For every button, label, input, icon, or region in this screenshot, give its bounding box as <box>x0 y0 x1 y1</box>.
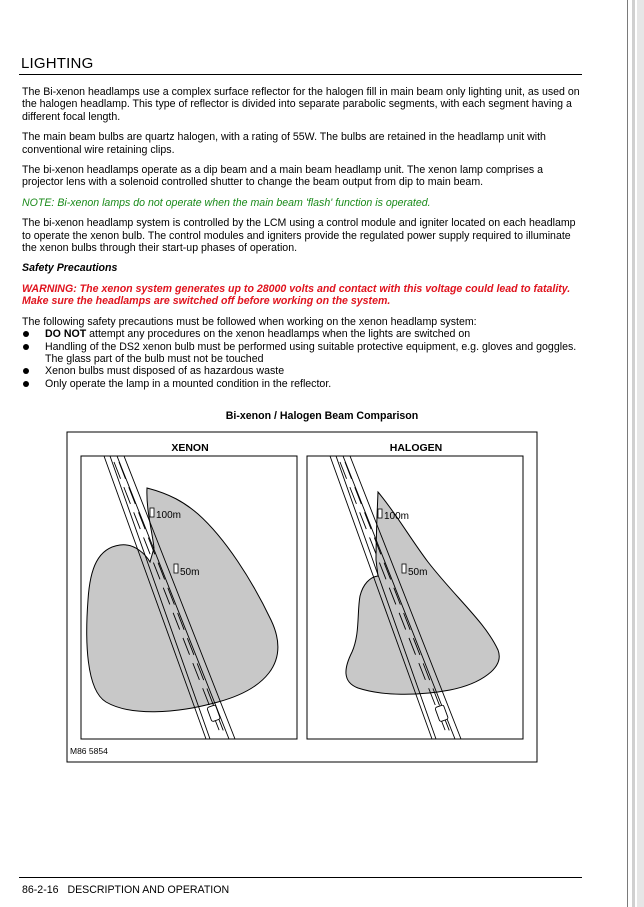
list-item-text: Handling of the DS2 xenon bulb must be performed using suitable protective equipment, e.g. gloves and goggles. The glass part of the bulb must not be touched <box>45 340 577 365</box>
xenon-panel <box>81 442 297 739</box>
do-not-emphasis: DO NOT <box>45 328 87 341</box>
list-item-text: Xenon bulbs must disposed of as hazardous waste <box>45 365 285 378</box>
distance-marker-50m <box>174 564 178 573</box>
distance-label-100m: 100m <box>384 511 410 522</box>
precautions-intro: The following safety precautions must be followed when working on the xenon headlamp system: <box>22 315 477 328</box>
safety-heading: Safety Precautions <box>22 262 118 275</box>
page-title: LIGHTING <box>21 55 94 72</box>
halogen-panel <box>307 442 523 739</box>
footer-rule <box>19 877 582 878</box>
paragraph-dip-main-operation: The bi-xenon headlamps operate as a dip beam and a main beam headlamp unit. The xenon lamp comprises a projector lens with a solenoid controlled shutter to change the beam output from dip to main beam. <box>22 164 543 189</box>
figure-caption: Bi-xenon / Halogen Beam Comparison <box>225 410 419 422</box>
distance-label-50m: 50m <box>408 567 428 578</box>
list-item-text: attempt any procedures on the xenon headlamps when the lights are switched on <box>86 328 471 341</box>
distance-label-100m: 100m <box>156 510 182 521</box>
warning-high-voltage: WARNING: The xenon system generates up to 28000 volts and contact with this voltage could lead to fatality. Make sure the headlamps are switched off before working on the system. <box>22 282 571 308</box>
xenon-panel-title: XENON <box>171 442 209 454</box>
page-number: 86-2-16 <box>22 884 59 896</box>
page-footer <box>22 884 235 896</box>
figure-reference: M86 5854 <box>70 746 108 756</box>
distance-marker-100m <box>378 509 382 518</box>
distance-label-50m: 50m <box>180 567 200 578</box>
paragraph-main-beam-bulbs: The main beam bulbs are quartz halogen, with a rating of 55W. The bulbs are retained in the headlamp unit with conventional wire retaining clips. <box>22 131 546 156</box>
distance-marker-100m <box>150 508 154 517</box>
paragraph-reflector: The Bi-xenon headlamps use a complex surface reflector for the halogen fill in main beam only lighting unit, as used on the halogen headlamp. This type of reflector is divided into separate parabolic segments, with each segment having a different focal length. <box>22 86 580 123</box>
paragraph-lcm-control: The bi-xenon headlamp system is controlled by the LCM using a control module and igniter located on each headlamp to operate the xenon bulb. The control modules and igniters provide the regulated power supply required to illuminate the xenon bulbs through their start-up phases of operation. <box>22 217 576 255</box>
note-flash-function: NOTE: Bi-xenon lamps do not operate when the main beam 'flash' function is operated. <box>22 196 431 209</box>
distance-marker-50m <box>402 564 406 573</box>
halogen-panel-title: HALOGEN <box>389 442 443 454</box>
list-item-text: Only operate the lamp in a mounted condition in the reflector. <box>45 377 332 390</box>
section-name: DESCRIPTION AND OPERATION <box>67 884 230 896</box>
